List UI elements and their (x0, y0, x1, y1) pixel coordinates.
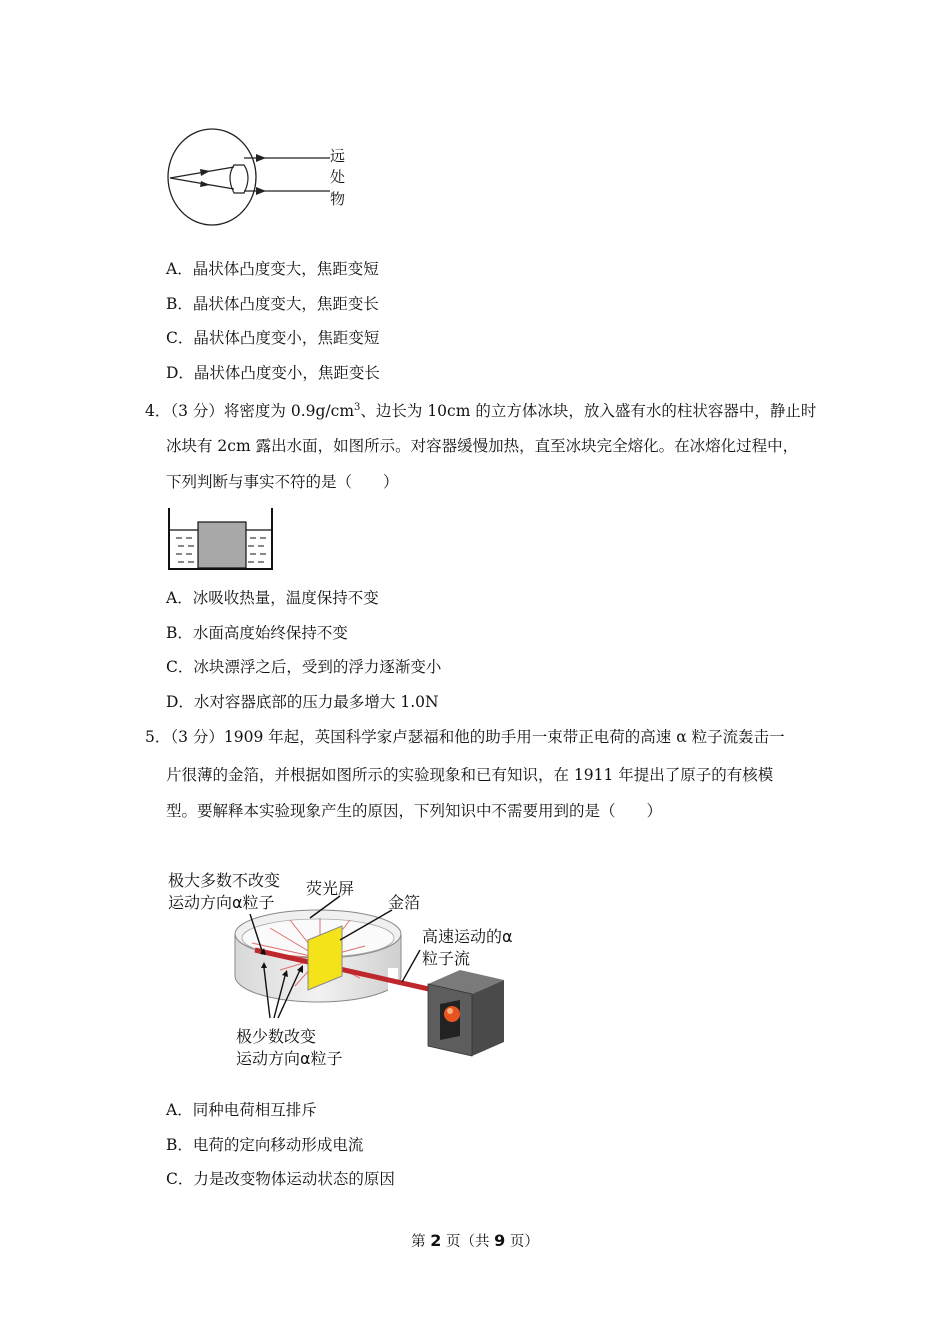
label-few-changed-1: 极少数改变 (236, 1027, 317, 1046)
rutherford-experiment-diagram (160, 858, 560, 1078)
q4-option-b: B．水面高度始终保持不变 (166, 624, 348, 642)
ice-container-diagram (166, 506, 276, 572)
q4-stem-line1: 4．（3 分）将密度为 $0.9g/cm^3$、边长为 10cm 的立方体冰块，放入盛有水的柱状容器中，静止时 (145, 402, 817, 421)
label-gold-foil: 金箔 (388, 893, 421, 912)
label-beam-2: 粒子流 (422, 949, 471, 968)
q4-stem-line3: 下列判断与事实不符的是（ ） (166, 473, 399, 491)
q3-option-d: D．晶状体凸度变小，焦距变长 (166, 364, 380, 382)
q3-option-c: C．晶状体凸度变小，焦距变短 (166, 329, 380, 347)
label-beam-1: 高速运动的α (422, 927, 513, 946)
label-screen: 荧光屏 (306, 879, 355, 898)
eye-diagram (160, 125, 360, 230)
q5-number: 5． (145, 728, 171, 746)
ice-cube (198, 522, 246, 568)
q4-option-a: A．冰吸收热量，温度保持不变 (166, 589, 379, 607)
q5-option-c: C．力是改变物体运动状态的原因 (166, 1170, 395, 1188)
q5-stem-line1: 5．（3 分）1909 年起，英国科学家卢瑟福和他的助手用一束带正电荷的高速 α 粒子流轰击一 (145, 728, 785, 746)
eye-label-2: 处 (330, 168, 346, 186)
q5-stem-line2: 片很薄的金箔，并根据如图所示的实验现象和已有知识，在 1911 年提出了原子的有核模 (166, 766, 774, 784)
q4-stem-line2: 冰块有 2cm 露出水面，如图所示。对容器缓慢加热，直至冰块完全熔化。在冰熔化过程中， (166, 437, 799, 455)
q4-option-c: C．冰块漂浮之后，受到的浮力逐渐变小 (166, 658, 442, 676)
page-footer: 第 2 页（共 9 页） (411, 1231, 539, 1250)
label-most-unchanged-2: 运动方向α粒子 (168, 893, 275, 912)
q4-number: 4． (145, 402, 171, 421)
q3-option-b: B．晶状体凸度变大，焦距变长 (166, 295, 379, 313)
alpha-source (444, 1006, 460, 1022)
q5-option-a: A．同种电荷相互排斥 (166, 1101, 317, 1119)
eye-label-1: 远 (330, 147, 346, 165)
label-most-unchanged-1: 极大多数不改变 (168, 871, 281, 890)
q3-option-a: A．晶状体凸度变大，焦距变短 (166, 260, 379, 278)
label-few-changed-2: 运动方向α粒子 (236, 1049, 343, 1068)
q5-option-b: B．电荷的定向移动形成电流 (166, 1136, 364, 1154)
q5-stem-line3: 型。要解释本实验现象产生的原因，下列知识中不需要用到的是（ ） (166, 802, 663, 820)
eye-label-3: 物 (330, 190, 346, 208)
page-total: 9 (494, 1231, 506, 1250)
page-number: 2 (430, 1231, 442, 1250)
q4-option-d: D．水对容器底部的压力最多增大 1.0N (166, 693, 439, 711)
